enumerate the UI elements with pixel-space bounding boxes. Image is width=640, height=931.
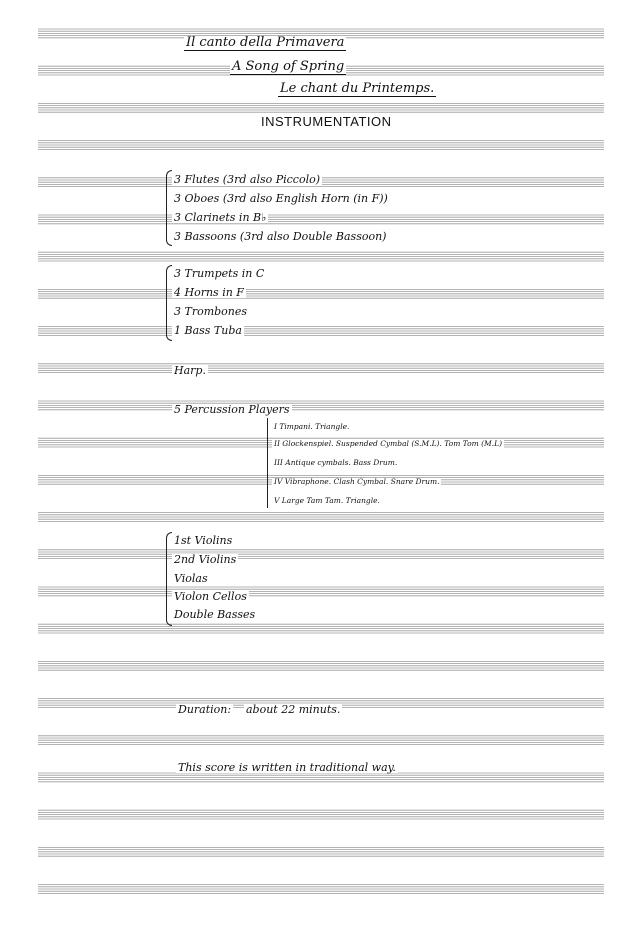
brass-trumpets: 3 Trumpets in C [174,267,265,280]
strings-basses: Double Basses [174,608,256,621]
woodwind-clarinets: 3 Clarinets in B♭ [174,211,267,224]
strings-cellos: Violon Cellos [174,590,247,603]
strings-violas: Violas [174,572,208,585]
percussion-player-5: V Large Tam Tam. Triangle. [274,496,380,505]
woodwind-oboes: 3 Oboes (3rd also English Horn (in F)) [174,192,388,205]
percussion-label: 5 Percussion Players [174,403,290,416]
brass-tuba: 1 Bass Tuba [174,324,242,337]
percussion-player-1: I Timpani. Triangle. [274,422,350,431]
score-note: This score is written in traditional way. [178,761,396,774]
brass-horns: 4 Horns in F [174,286,244,299]
title-french: Le chant du Printemps. [280,81,435,96]
duration-value: about 22 minuts. [246,703,341,716]
woodwind-bassoons: 3 Bassoons (3rd also Double Bassoon) [174,230,387,243]
title-italian: Il canto della Primavera [186,35,345,50]
percussion-player-3: III Antique cymbals. Bass Drum. [274,458,398,467]
duration-label: Duration: [178,703,232,716]
brass-trombones: 3 Trombones [174,305,248,318]
percussion-player-2: II Glockenspiel. Suspended Cymbal (S.M.L). Tom Tom (M.L) [274,439,503,448]
title-english: A Song of Spring [232,59,345,74]
percussion-bracket [267,418,270,508]
woodwind-flutes: 3 Flutes (3rd also Piccolo) [174,173,321,186]
harp: Harp. [174,364,206,377]
page-heading: INSTRUMENTATION [258,115,395,128]
strings-violins-1: 1st Violins [174,534,233,547]
strings-violins-2: 2nd Violins [174,553,237,566]
percussion-player-4: IV Vibraphone. Clash Cymbal. Snare Drum. [274,477,440,486]
